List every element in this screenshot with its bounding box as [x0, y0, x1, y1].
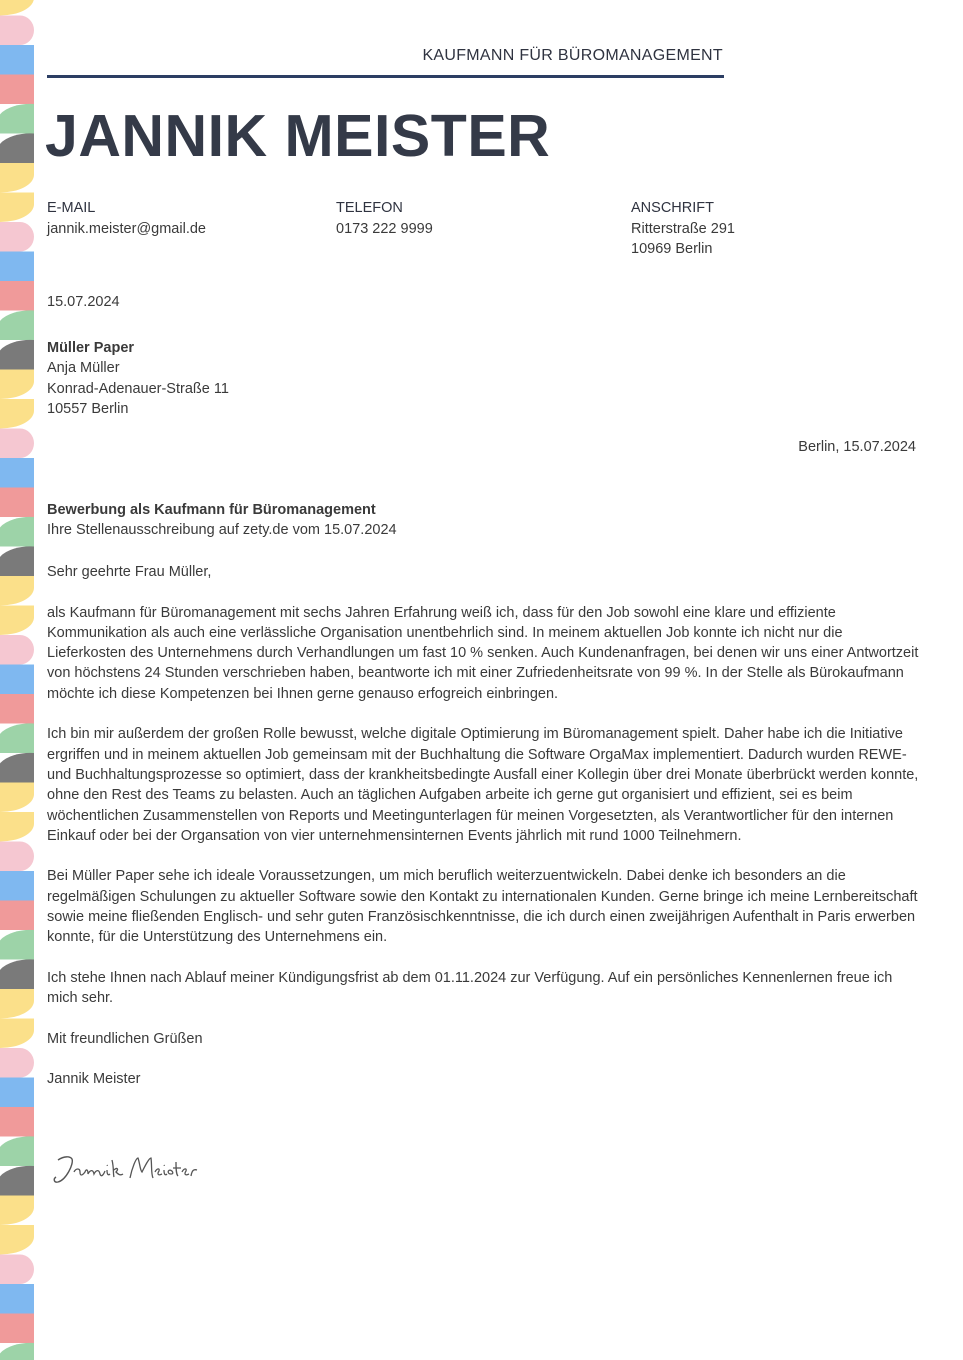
recipient-street: Konrad-Adenauer-Straße 11 — [47, 380, 229, 397]
email-value: jannik.meister@gmail.de — [47, 220, 206, 237]
decorative-tile — [0, 694, 34, 724]
recipient-company: Müller Paper — [47, 340, 135, 356]
decorative-tile — [0, 429, 34, 459]
decorative-tile — [0, 222, 34, 252]
decorative-tile — [0, 1284, 34, 1314]
letter-body — [47, 562, 921, 1110]
phone-label: TELEFON — [336, 200, 403, 216]
recipient-block — [47, 338, 229, 419]
salutation: Sehr geehrte Frau Müller, — [47, 564, 212, 580]
decorative-tile — [0, 901, 34, 931]
decorative-tile — [0, 546, 34, 576]
decorative-tile — [0, 16, 34, 46]
decorative-tile — [0, 753, 34, 783]
address-line-2: 10969 Berlin — [631, 241, 713, 257]
phone-value: 0173 222 9999 — [336, 220, 433, 237]
header-divider — [47, 75, 724, 78]
decorative-tile — [0, 252, 34, 282]
paragraph-4: Ich stehe Ihnen nach Ablauf meiner Kündigungsfrist ab dem 01.11.2024 zur Verfügung. Auf ein persönliches Kennenlernen freue ich mich sehr. — [47, 969, 893, 1007]
decorative-tile — [0, 1048, 34, 1078]
decorative-tile — [0, 75, 34, 105]
decorative-tile — [0, 783, 34, 813]
decorative-tile — [0, 1343, 34, 1360]
decorative-tile — [0, 606, 34, 636]
address-label: ANSCHRIFT — [631, 200, 714, 216]
decorative-tile — [0, 576, 34, 606]
decorative-tile — [0, 1078, 34, 1108]
email-label: E-MAIL — [47, 200, 96, 216]
paragraph-2: Ich bin mir außerdem der großen Rolle bewusst, welche digitale Optimierung im Büromanagement spielt. Daher habe ich die Initiative ergriffen und in meinem aktuellen Job gemeinsam mit der Buchhaltung die Software OrgaMax implementiert. Dadurch wurden REWE- und Buchhaltungsprozesse so optimiert, dass der krankheitsbedingte Ausfall einer Kollegin über drei Monate überbrückt werden konnte, ohne den Rest des Teams zu belasten. Auch an täglichen Aufgaben arbeite ich gerne gut organisiert und effizient, sei es beim wöchentlichen Zusammenstellen von Reports und Meetingunterlagen für meinen Vorgesetzten, als Verantwortlicher für den internen Einkauf oder bei der Organsation von vier unternehmensinternen Events jährlich mit rund 1000 Teilnehmern. — [47, 726, 919, 844]
decorative-tile — [0, 1225, 34, 1255]
letter-date: 15.07.2024 — [47, 294, 120, 310]
subject-block — [47, 500, 397, 541]
recipient-city: 10557 Berlin — [47, 400, 129, 417]
decorative-tile — [0, 458, 34, 488]
contact-email-block — [47, 198, 206, 239]
decorative-tile — [0, 104, 34, 134]
decorative-tile — [0, 1136, 34, 1166]
decorative-tile — [0, 1166, 34, 1196]
decorative-tile — [0, 930, 34, 960]
decorative-tile — [0, 812, 34, 842]
closing: Mit freundlichen Grüßen — [47, 1030, 203, 1047]
decorative-tile — [0, 1107, 34, 1137]
decorative-tile — [0, 1019, 34, 1049]
decorative-tile — [0, 340, 34, 370]
decorative-tile — [0, 723, 34, 753]
recipient-person: Anja Müller — [47, 360, 120, 377]
subject-reference: Ihre Stellenausschreibung auf zety.de vom 15.07.2024 — [47, 522, 397, 539]
handwritten-signature — [50, 1150, 210, 1190]
decorative-tile — [0, 1196, 34, 1226]
decorative-tile — [0, 370, 34, 400]
decorative-tile — [0, 193, 34, 223]
decorative-tile — [0, 871, 34, 901]
decorative-tile — [0, 310, 34, 340]
decorative-side-pattern — [0, 0, 34, 1360]
decorative-tile — [0, 281, 34, 311]
place-date: Berlin, 15.07.2024 — [798, 439, 916, 455]
decorative-tile — [0, 517, 34, 547]
applicant-name: JANNIK MEISTER — [45, 103, 551, 169]
paragraph-1: als Kaufmann für Büromanagement mit sechs Jahren Erfahrung weiß ich, dass für den Job sowohl eine klare und effiziente Kommunikation als auch eine verlässliche Organisation unentbehrlich sind. In meinem aktuellen Job konnte ich nicht nur die Lieferkosten des Unternehmens durch Verhandlungen um fast 10 % senken. Auch Kundenanfragen, bei denen wir uns einer Antwortzeit von höchstens 24 Stunden verschrieben haben, beantworte ich mit einer Zufriedenheitsrate von 99 %. In der Stelle als Bürokaufmann möchte ich diese Kompetenzen bei Ihnen gerne genauso erfogreich einbringen. — [47, 604, 919, 702]
decorative-tile — [0, 1314, 34, 1344]
decorative-tile — [0, 0, 34, 16]
contact-phone-block — [336, 198, 433, 239]
decorative-tile — [0, 399, 34, 429]
signer-name: Jannik Meister — [47, 1071, 141, 1088]
decorative-tile — [0, 959, 34, 989]
decorative-tile — [0, 665, 34, 695]
subject-title: Bewerbung als Kaufmann für Büromanagement — [47, 502, 376, 518]
decorative-tile — [0, 1255, 34, 1285]
job-title: KAUFMANN FÜR BÜROMANAGEMENT — [422, 47, 723, 64]
paragraph-3: Bei Müller Paper sehe ich ideale Voraussetzungen, um mich beruflich weiterzuentwickeln. Dabei denke ich besonders an die regelmäßigen Schulungen zu aktueller Software sowie den Kontakt zu internationalen Kunden. Gerne bringe ich meine Lernbereitschaft sowie meine fließenden Englisch- und sehr guten Französischkenntnisse, die ich durch einen zweijährigen Aufenthalt in Paris erwerben konnte, für die Unterstützung des Unternehmens ein. — [47, 868, 918, 946]
decorative-tile — [0, 989, 34, 1019]
decorative-tile — [0, 635, 34, 665]
decorative-tile — [0, 842, 34, 872]
contact-address-block — [631, 198, 735, 260]
decorative-tile — [0, 488, 34, 518]
decorative-tile — [0, 163, 34, 193]
address-line-1: Ritterstraße 291 — [631, 220, 735, 237]
decorative-tile — [0, 45, 34, 75]
decorative-tile — [0, 133, 34, 163]
